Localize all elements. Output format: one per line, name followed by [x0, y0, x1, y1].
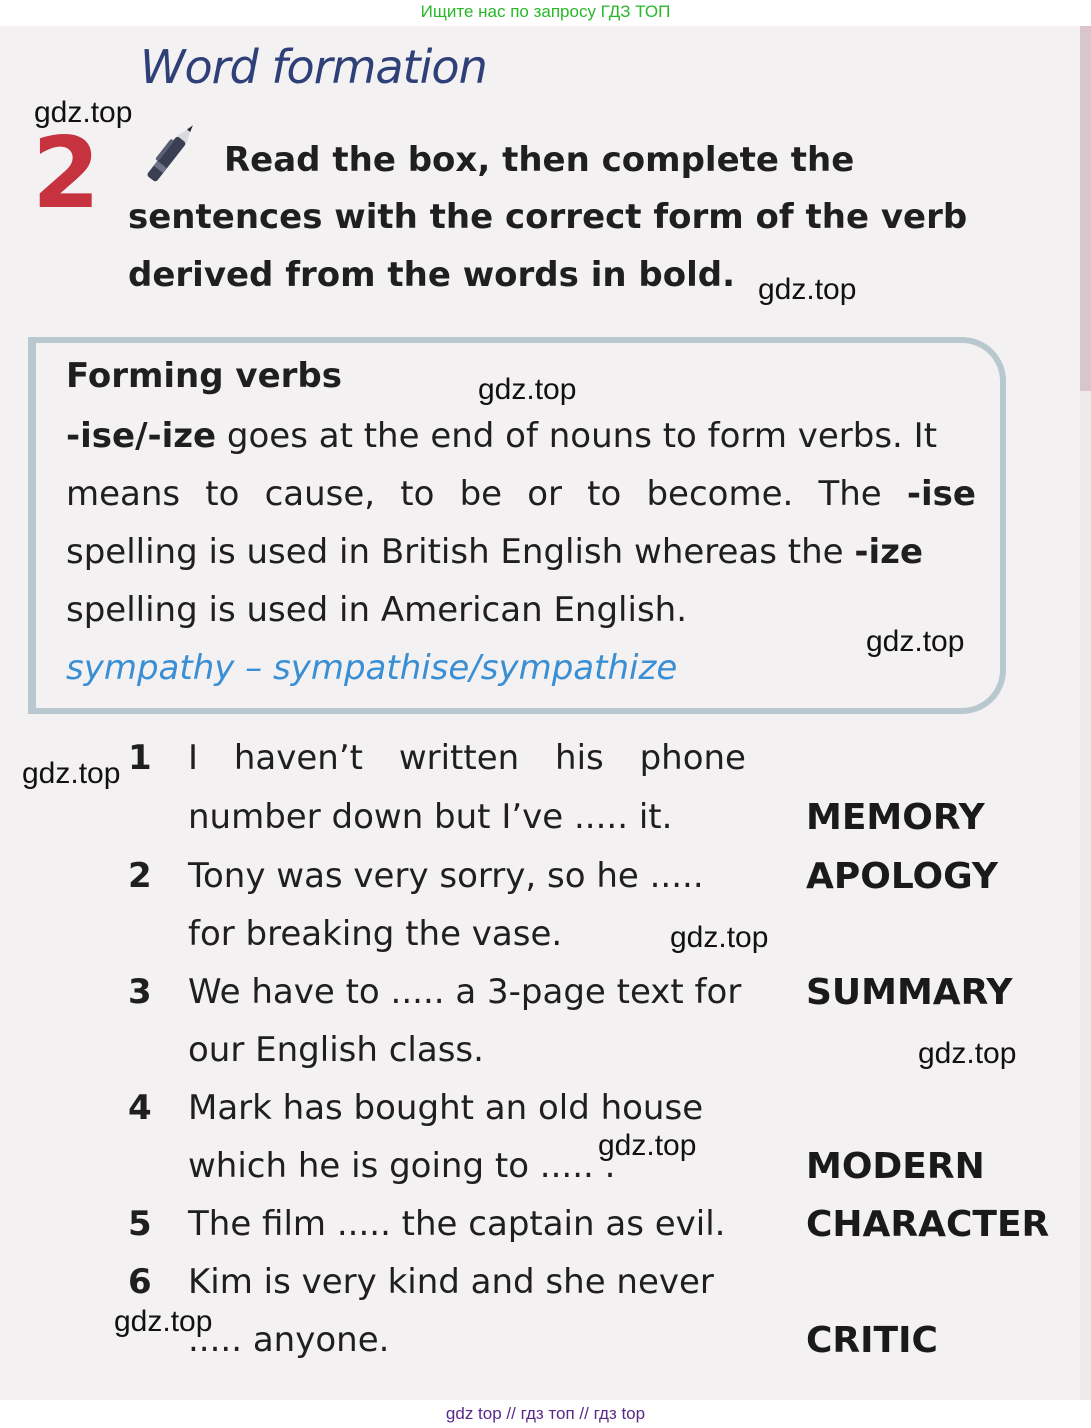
watermark: gdz.top	[918, 1037, 1017, 1070]
item-2-line-1: Tony was very sorry, so he .....	[188, 856, 704, 896]
watermark: gdz.top	[758, 273, 857, 306]
rule-word: to	[400, 474, 435, 514]
watermark: gdz.top	[34, 96, 133, 129]
watermark: gdz.top	[22, 757, 121, 790]
rule-word: The	[818, 474, 882, 514]
item-number: 2	[128, 856, 152, 896]
section-heading: Word formation	[140, 40, 487, 94]
page-edge	[1080, 391, 1091, 1400]
keyword-character: CHARACTER	[806, 1204, 1050, 1245]
watermark: gdz.top	[114, 1305, 213, 1338]
item-1-word: haven’t	[233, 738, 363, 778]
rule-word: to	[587, 474, 622, 514]
top-banner: Ищите нас по запросу ГДЗ ТОП	[420, 2, 671, 21]
instruction-line-1: Read the box, then complete the	[224, 140, 855, 180]
item-1-line-1	[188, 738, 746, 778]
rule-line-2	[66, 474, 976, 514]
watermark: gdz.top	[478, 373, 577, 406]
page-edge-accent	[1080, 26, 1091, 391]
item-4-line-1: Mark has bought an old house	[188, 1088, 704, 1128]
item-1-word: phone	[639, 738, 746, 778]
rule-suffix: -ize	[854, 532, 924, 572]
keyword-summary: SUMMARY	[806, 972, 1013, 1013]
keyword-modern: MODERN	[806, 1146, 985, 1187]
watermark: gdz.top	[866, 625, 965, 658]
rule-example: sympathy – sympathise/sympathize	[66, 648, 678, 688]
rule-word: become.	[646, 474, 794, 514]
keyword-memory: MEMORY	[806, 797, 985, 838]
item-number: 5	[128, 1204, 152, 1244]
rule-word: be	[459, 474, 503, 514]
rule-word: or	[527, 474, 563, 514]
rule-line-3	[66, 532, 976, 572]
rule-word: means	[66, 474, 181, 514]
bottom-banner: gdz top // гдз топ // гдз top	[445, 1404, 646, 1423]
item-1-word: written	[398, 738, 520, 778]
exercise-number: 2	[32, 117, 101, 231]
rule-text: goes at the end of nouns to form verbs. It	[216, 416, 938, 456]
rule-word: to	[205, 474, 240, 514]
rule-text: spelling is used in British English whereas the	[66, 532, 855, 572]
item-5-line-1: The film ..... the captain as evil.	[188, 1204, 726, 1244]
rule-line-1	[66, 416, 976, 456]
keyword-apology: APOLOGY	[806, 856, 998, 897]
item-2-line-2: for breaking the vase.	[188, 914, 563, 954]
item-1-word: I	[188, 738, 199, 778]
item-4-line-2: which he is going to ..... .	[188, 1146, 616, 1186]
item-1-line-2: number down but I’ve ..... it.	[188, 797, 673, 837]
watermark: gdz.top	[670, 921, 769, 954]
rule-box-title: Forming verbs	[66, 356, 343, 396]
watermark: gdz.top	[598, 1129, 697, 1162]
item-1-word: his	[555, 738, 604, 778]
rule-suffix: -ise	[906, 474, 976, 514]
item-3-line-1: We have to ..... a 3-page text for	[188, 972, 742, 1012]
instruction-line-3: derived from the words in bold.	[128, 255, 736, 295]
item-number: 1	[128, 738, 152, 778]
rule-line-4: spelling is used in American English.	[66, 590, 688, 630]
item-6-line-1: Kim is very kind and she never	[188, 1262, 714, 1302]
instruction-line-2: sentences with the correct form of the verb	[128, 197, 968, 237]
item-number: 6	[128, 1262, 152, 1302]
rule-word: cause,	[264, 474, 376, 514]
item-number: 3	[128, 972, 152, 1012]
item-3-line-2: our English class.	[188, 1030, 484, 1070]
item-number: 4	[128, 1088, 152, 1128]
item-6-line-2: ..... anyone.	[188, 1320, 390, 1360]
keyword-critic: CRITIC	[806, 1320, 938, 1361]
rule-suffix: -ise/-ize	[66, 416, 217, 456]
pen-icon	[132, 112, 212, 192]
